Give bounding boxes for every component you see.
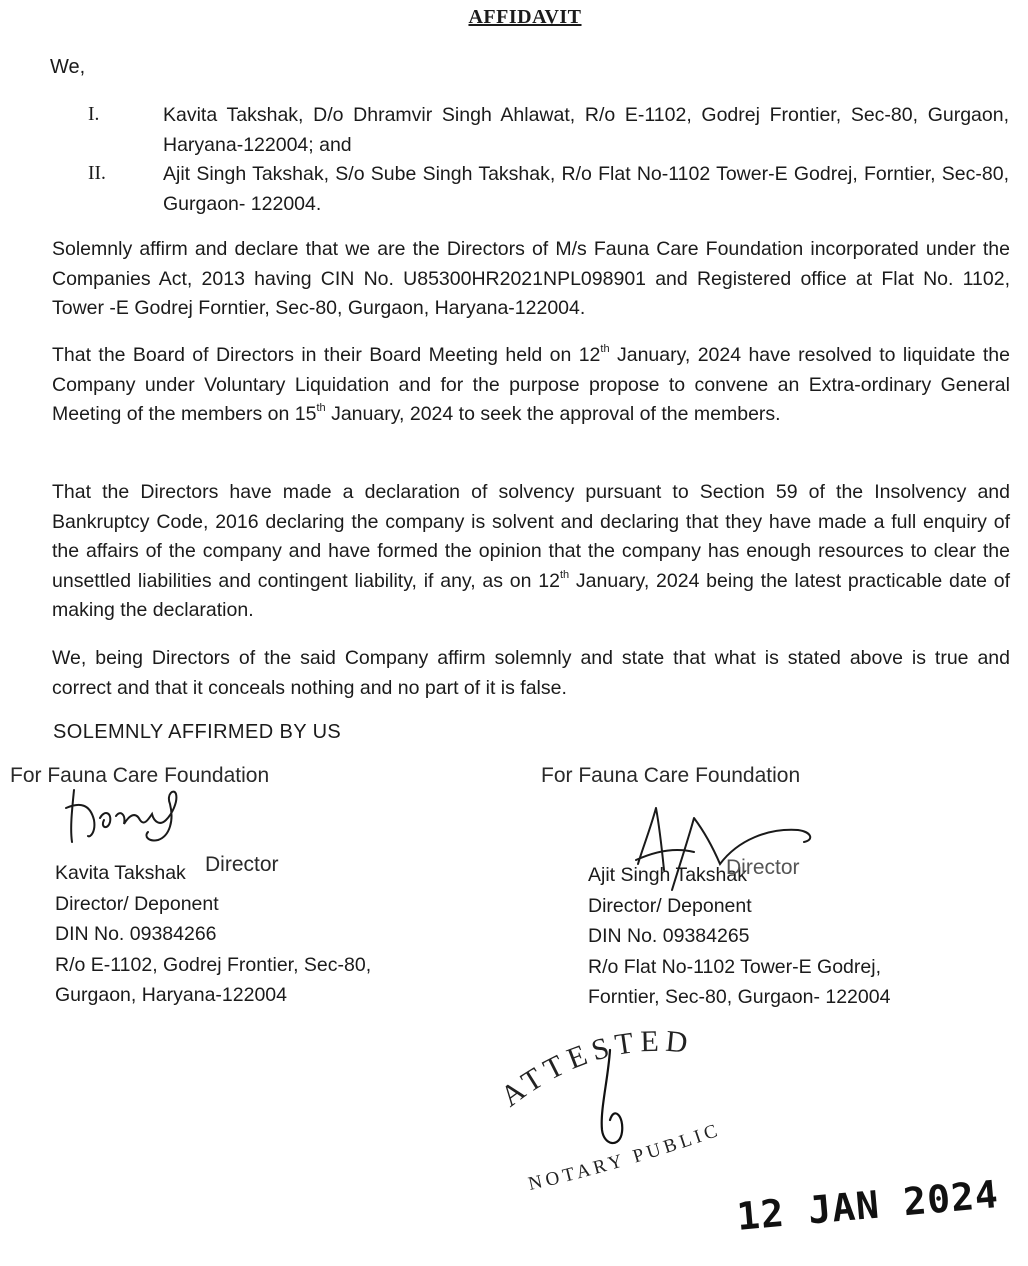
party-text: Kavita Takshak, D/o Dhramvir Singh Ahlawat, R/o E-1102, Godrej Frontier, Sec-80, Gurgaon, Haryana-122004; and — [163, 104, 1009, 156]
notary-stamp-top-text: ATTESTED — [494, 1024, 696, 1114]
paragraph-board-meeting: That the Board of Directors in their Board Meeting held on 12th January, 2024 have resolved to liquidate the Company under Voluntary Liquidation and for the purpose propose to convene an Extra-ordinary General Meeting of the members on 15th January, 2024 to seek the approval of the members. — [52, 343, 1010, 425]
signatory-name: Ajit Singh Takshak — [588, 864, 747, 886]
director-stamp-right: Director — [726, 856, 800, 879]
document-title: AFFIDAVIT — [468, 6, 582, 28]
signatory-address-line2: Gurgaon, Haryana-122004 — [55, 984, 287, 1006]
company-stamp-left: For Fauna Care Foundation — [10, 764, 270, 787]
signatory-role: Director/ Deponent — [55, 892, 219, 915]
party-text: Ajit Singh Takshak, S/o Sube Singh Takshak, R/o Flat No-1102 Tower-E Godrej, Forntier, Sec-80, Gurgaon- 122004. — [163, 163, 1009, 215]
date-stamp: 12 JAN 2024 — [735, 1172, 1001, 1239]
paragraph-solvency: That the Directors have made a declaration of solvency pursuant to Section 59 of the Insolvency and Bankruptcy Code, 2016 declaring the company is solvent and declaring that they have made a full enquiry of the affairs of the company and have formed the opinion that the company has enough resources to clear the unsettled liabilities and contingent liability, if any, as on 12th January, 2024 being the latest practicable date of making the declaration. — [52, 481, 1010, 621]
signatory-din: DIN No. 09384265 — [588, 925, 750, 947]
signatory-name: Kavita Takshak — [55, 862, 186, 884]
signatory-address-line1: R/o E-1102, Godrej Frontier, Sec-80, — [55, 953, 372, 976]
signatory-address-line2: Forntier, Sec-80, Gurgaon- 122004 — [588, 986, 891, 1008]
notary-attested-stamp — [490, 1020, 760, 1210]
svg-text:NOTARY PUBLIC — [526, 1119, 723, 1195]
signature-kavita — [60, 780, 200, 846]
intro-we: We, — [50, 56, 86, 78]
signatory-block-right — [588, 860, 890, 1013]
solemnly-affirmed-label: SOLEMNLY AFFIRMED BY US — [53, 721, 342, 743]
director-stamp-left: Director — [205, 853, 279, 876]
svg-text:ATTESTED — [495, 1025, 695, 1114]
party-number: I. — [88, 104, 100, 125]
signatory-role: Director/ Deponent — [588, 894, 752, 917]
company-stamp-right: For Fauna Care Foundation — [541, 764, 801, 787]
signatory-block-left — [55, 858, 371, 1011]
paragraph-affirmation: We, being Directors of the said Company affirm solemnly and state that what is stated above is true and correct and that it conceals nothing and no part of it is false. — [52, 647, 1010, 699]
signatory-address-line1: R/o Flat No-1102 Tower-E Godrej, — [588, 955, 881, 978]
notary-stamp-bottom-text: NOTARY PUBLIC — [526, 1119, 724, 1195]
party-number: II. — [88, 163, 106, 184]
paragraph-declaration: Solemnly affirm and declare that we are the Directors of M/s Fauna Care Foundation incorporated under the Companies Act, 2013 having CIN No. U85300HR2021NPL098901 and Registered office at Flat No. 1102, Tower -E Godrej Forntier, Sec-80, Gurgaon, Haryana-122004. — [52, 238, 1010, 319]
signatory-din: DIN No. 09384266 — [55, 923, 217, 945]
